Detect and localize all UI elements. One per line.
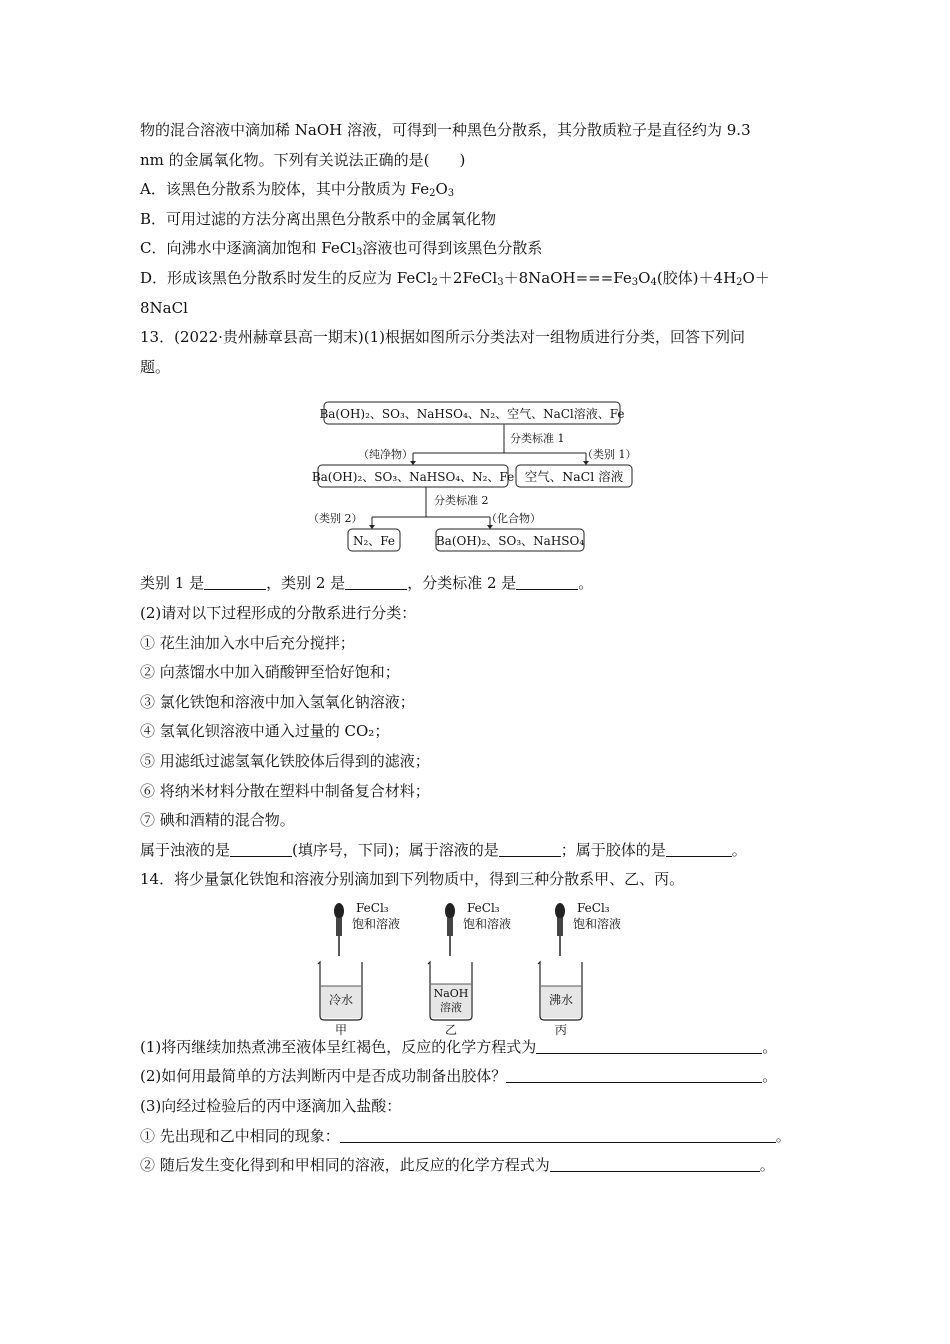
q14-part3: (3)向经过检验后的丙中逐滴加入盐酸： [140,1097,402,1116]
answer-blank[interactable] [536,1039,762,1054]
beaker-jia [318,901,400,1037]
answer-blank[interactable] [516,575,578,590]
answer-blank[interactable] [506,1068,762,1083]
beaker-name: 乙 [444,1023,458,1037]
beaker-bing [538,901,621,1037]
q12-stem-line1: 物的混合溶液中滴加稀 NaOH 溶液，可得到一种黑色分散系，其分散质粒子是直径约为 9.3 [140,121,751,139]
diagram-standard1: 分类标准 1 [510,432,565,445]
beaker-yi [428,901,511,1037]
diagram-top-text: Ba(OH)₂、SO₃、NaHSO₄、N₂、空气、NaCl溶液、Fe [319,407,625,421]
dropper-icon [445,903,455,956]
q12-option-d: D．形成该黑色分散系时发生的反应为 $FeCl_2+2FeCl_3+8NaOH===Fe_3O_4$(胶体)$+4H_2O+$ [140,268,770,288]
reagent-label: FeCl₃ [577,901,610,915]
answer-blank[interactable] [499,842,561,857]
q12-option-b: B．可用过滤的方法分离出黑色分散系中的金属氧化物 [140,209,497,228]
answer-blank[interactable] [204,575,266,590]
q13-item: ⑤ 用滤纸过滤氢氧化铁胶体后得到的滤液； [140,751,430,770]
q13-fill-line2: 属于浊液的是 (填序号，下同)；属于溶液的是 ；属于胶体的是 。 [140,840,747,859]
reagent-label: FeCl₃ [467,901,500,915]
answer-blank[interactable] [666,842,732,857]
answer-blank[interactable] [550,1157,760,1172]
q12-option-c: C．向沸水中逐滴滴加饱和 FeCl$_3$溶液也可得到该黑色分散系 [140,239,543,259]
q14-part3b: ② 随后发生变化得到和甲相同的溶液，此反应的化学方程式为 。 [140,1156,775,1175]
q13-fill-line1: 类别 1 是 ，类别 2 是 ，分类标准 2 是 。 [140,574,594,593]
reagent-label: 饱和溶液 [573,917,622,931]
reagent-label: 饱和溶液 [463,917,512,931]
diagram-category1-label: （类别 1） [582,448,637,461]
q13-item: ③ 氯化铁饱和溶液中加入氢氧化钠溶液； [140,692,415,711]
q13-item: ⑦ 碘和酒精的混合物。 [140,811,295,830]
beaker-figure [308,898,648,1038]
dropper-icon [334,903,344,956]
q13-item: ② 向蒸馏水中加入硝酸钾至恰好饱和； [140,663,400,682]
q12-option-a: A．该黑色分散系为胶体，其中分散质为 $Fe_2O_3$ [140,180,455,200]
beaker-name: 丙 [554,1023,568,1037]
diagram-pure-text: Ba(OH)₂、SO₃、NaHSO₄、N₂、Fe [311,470,515,484]
reagent-label: FeCl₃ [356,901,389,915]
q12-option-d-line2: 8NaCl [140,298,188,317]
answer-blank[interactable] [345,575,407,590]
beaker-content: 溶液 [440,1001,462,1014]
q14-stem: 14．将少量氯化铁饱和溶液分别滴加到下列物质中，得到三种分散系甲、乙、丙。 [140,870,685,889]
q12-stem-line2: nm 的金属氧化物。下列有关说法正确的是( ) [140,150,466,169]
diagram-category2-label: （类别 2） [308,512,363,525]
q13-item: ④ 氢氧化钡溶液中通入过量的 CO₂； [140,722,390,741]
answer-blank[interactable] [340,1128,776,1143]
dropper-icon [555,903,565,956]
beaker-content: 沸水 [548,993,574,1007]
q14-part2: (2)如何用最简单的方法判断丙中是否成功制备出胶体？ 。 [140,1067,778,1086]
beaker-content: 冷水 [328,993,354,1007]
diagram-compound-text: Ba(OH)₂、SO₃、NaHSO₄ [435,534,585,548]
diagram-mixture-text: 空气、NaCl 溶液 [524,469,624,484]
beaker-name: 甲 [334,1023,348,1037]
diagram-standard2: 分类标准 2 [434,494,489,507]
q13-stem-line2: 题。 [140,357,171,376]
q14-part1: (1)将丙继续加热煮沸至液体呈红褐色，反应的化学方程式为 。 [140,1037,778,1056]
q13-item: ① 花生油加入水中后充分搅拌； [140,633,355,652]
q13-part2: (2)请对以下过程形成的分散系进行分类： [140,603,417,622]
diagram-compound-label: （化合物） [486,512,541,525]
diagram-pure-label: （纯净物） [358,448,413,461]
q13-item: ⑥ 将纳米材料分散在塑料中制备复合材料； [140,781,430,800]
classification-diagram [308,398,638,556]
q14-part3a: ① 先出现和乙中相同的现象： 。 [140,1126,791,1145]
beaker-content: NaOH [433,987,469,1000]
diagram-element-text: N₂、Fe [352,534,396,548]
answer-blank[interactable] [230,842,292,857]
q13-stem-line1: 13．(2022·贵州赫章县高一期末)(1)根据如图所示分类法对一组物质进行分类，回答下列问 [140,328,745,347]
reagent-label: 饱和溶液 [352,917,401,931]
